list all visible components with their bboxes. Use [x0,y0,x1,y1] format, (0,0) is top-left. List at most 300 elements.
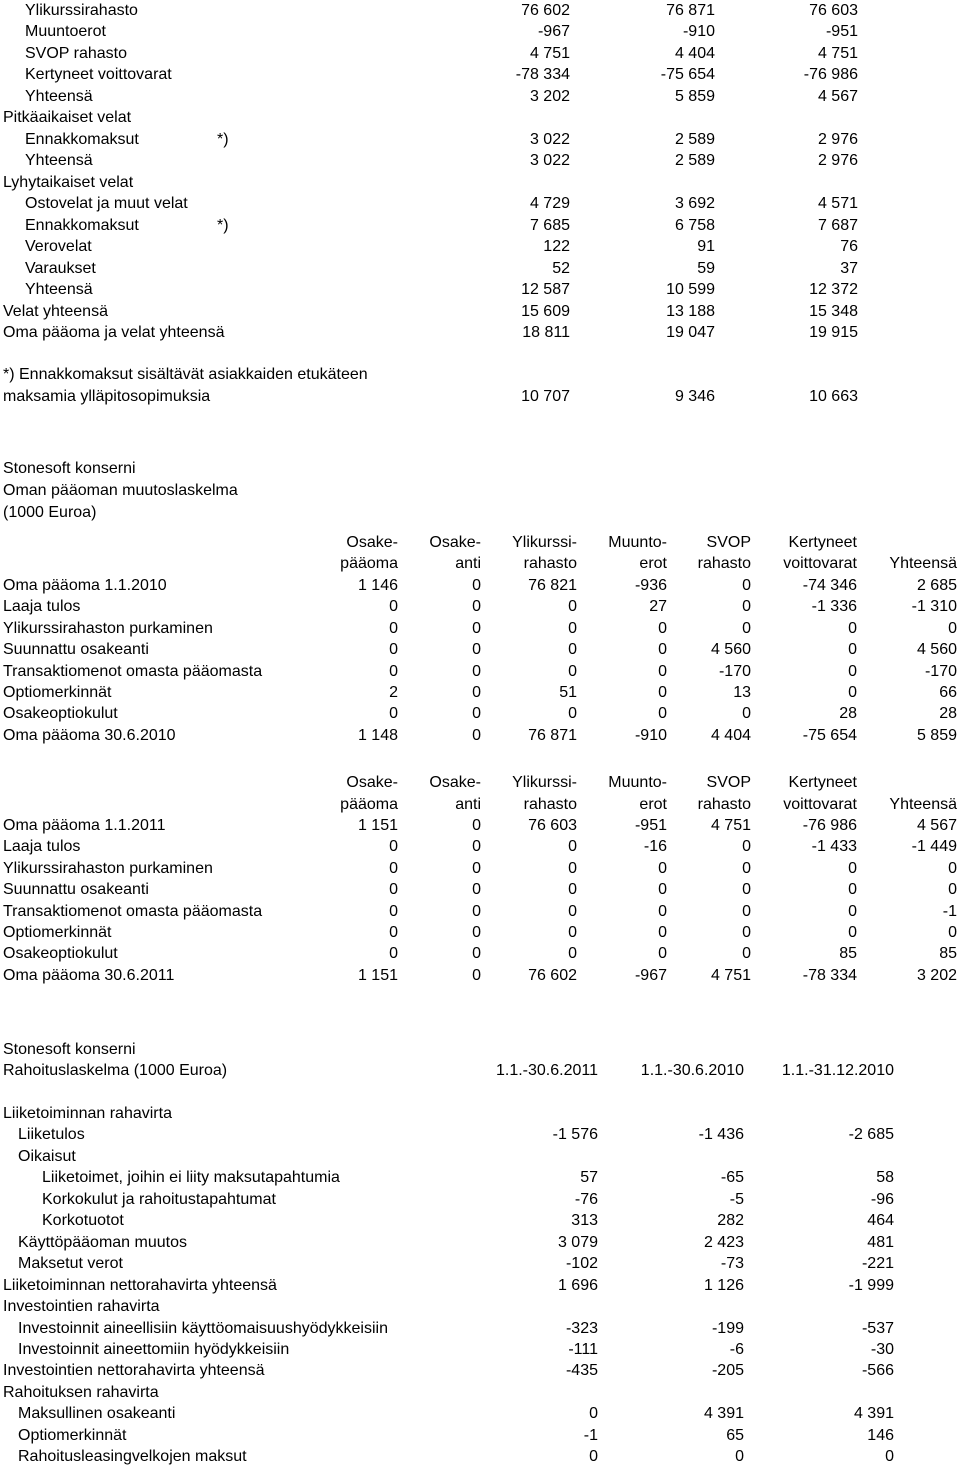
row-value: -951 [825,23,858,40]
row-label: Suunnattu osakeanti [3,881,149,899]
period-header: 1.1.-31.12.2010 [781,1062,894,1079]
row-value: -74 346 [802,577,857,594]
column-header: SVOP [706,534,751,551]
row-value: 0 [568,838,577,856]
column-header: rahasto [697,555,751,572]
row-value: 313 [571,1212,598,1230]
row-value: 19 915 [809,324,858,341]
row-label: Pitkäaikaiset velat [3,109,132,126]
row-label: Käyttöpääoman muutos [18,1233,187,1251]
row-value: -76 [574,1190,598,1208]
row-label: Varaukset [25,260,96,277]
row-value: -951 [634,817,667,834]
row-value: 57 [580,1169,598,1187]
row-value: -1 [942,902,957,920]
row-value: 0 [948,619,957,637]
row-value: 0 [848,619,857,637]
balance-row [0,0,960,22]
row-value: 0 [742,902,751,920]
balance-row [0,21,960,43]
row-value: 27 [649,598,667,616]
row-value: 146 [867,1426,894,1444]
row-value: 0 [742,619,751,637]
row-value: 76 602 [528,966,577,984]
row-value: 464 [867,1212,894,1230]
row-value: 28 [839,705,857,723]
row-label: Yhteensä [25,152,93,169]
row-value: 0 [848,902,857,920]
row-value: 0 [742,859,751,877]
row-value: 0 [568,619,577,637]
equity-row [0,682,960,704]
row-label: Transaktiomenot omasta pääomasta [3,902,263,920]
balance-row [0,193,960,215]
row-value: -170 [718,662,751,680]
row-value: 0 [472,641,481,659]
row-value: 76 602 [521,2,570,19]
row-value: 19 047 [666,324,715,341]
row-value: -111 [568,1340,598,1358]
row-value: 4 567 [916,817,957,834]
row-value: 3 022 [529,152,570,169]
row-value: 1 151 [357,817,398,834]
row-value: 0 [848,881,857,899]
row-value: 0 [568,945,577,963]
row-value: 7 687 [817,217,858,234]
row-value: 0 [389,598,398,616]
column-header: Osake- [429,534,481,551]
unit-label: (1000 Euroa) [3,504,97,521]
footnote-text: maksamia ylläpitosopimuksia [3,388,211,405]
row-value: 0 [389,924,398,941]
row-value: 0 [389,881,398,899]
row-value: 0 [472,577,481,594]
row-value: 1 146 [357,577,398,594]
row-value: -75 654 [802,726,857,744]
row-value: 0 [658,902,667,920]
row-label: Oma pääoma 30.6.2011 [3,966,175,984]
row-value: 76 603 [809,2,858,19]
row-value: -566 [861,1362,894,1380]
section-unit [0,502,960,524]
column-header: voittovarat [783,555,857,572]
footnote-value: 10 663 [809,388,858,405]
row-label: Velat yhteensä [3,303,108,320]
row-value: 0 [658,619,667,637]
equity-header-row [0,532,960,554]
row-value: -16 [643,838,667,856]
row-label: Kertyneet voittovarat [25,66,172,83]
section-title [0,480,960,502]
footnote-value: 9 346 [674,388,715,405]
row-value: 4 404 [674,45,715,62]
row-value: 0 [472,817,481,834]
row-label: Ylikurssirahasto [25,2,138,19]
row-value: -170 [924,662,957,680]
row-value: 0 [848,641,857,659]
row-value: 76 871 [666,2,715,19]
equity-row [0,965,960,987]
footnote-value: 10 707 [521,388,570,405]
row-value: -323 [565,1319,598,1337]
column-header: Kertyneet [788,774,857,791]
period-header: 1.1.-30.6.2010 [640,1062,744,1079]
row-value: -1 [583,1426,598,1444]
column-header: Kertyneet [788,534,857,551]
equity-row [0,596,960,618]
row-value: 0 [472,966,481,984]
cashflow-row [0,1189,960,1211]
row-label: Ylikurssirahaston purkaminen [3,619,213,637]
cashflow-row [0,1210,960,1232]
cashflow-row [0,1403,960,1425]
row-label: Investointien nettorahavirta yhteensä [3,1362,265,1380]
column-header: Yhteensä [889,555,957,572]
row-value: 15 348 [809,303,858,320]
row-value: 3 079 [557,1233,598,1251]
balance-row [0,129,960,151]
row-value: 0 [658,705,667,723]
row-value: 0 [589,1448,598,1466]
row-label: Rahoituksen rahavirta [3,1383,159,1401]
row-value: 0 [848,859,857,877]
balance-row [0,258,960,280]
row-value: -5 [729,1190,744,1208]
row-value: -1 433 [811,838,857,856]
row-label: Rahoitusleasingvelkojen maksut [18,1448,247,1466]
cashflow-row [0,1275,960,1297]
row-value: 0 [389,945,398,963]
row-value: 2 589 [674,131,715,148]
row-value: 28 [939,705,957,723]
row-value: 122 [543,238,570,255]
row-value: 0 [568,902,577,920]
row-value: -1 336 [811,598,857,616]
company-name: Stonesoft konserni [3,460,136,477]
row-value: 15 609 [521,303,570,320]
row-value: 13 188 [666,303,715,320]
row-value: 51 [559,684,577,701]
row-label: Ylikurssirahaston purkaminen [3,859,213,877]
row-value: 0 [742,945,751,963]
balance-row [0,43,960,65]
row-value: 0 [948,859,957,877]
column-header: Yhteensä [889,796,957,813]
row-value: 0 [472,924,481,941]
period-header: 1.1.-30.6.2011 [495,1062,598,1079]
cashflow-row [0,1318,960,1340]
row-label: Oma pääoma 30.6.2010 [3,726,176,744]
balance-row [0,301,960,323]
row-value: 10 599 [666,281,715,298]
row-value: 5 859 [674,88,715,105]
row-label: Liiketoiminnan rahavirta [3,1105,172,1122]
row-value: 76 871 [528,726,577,744]
row-label: Optiomerkinnät [18,1426,127,1444]
cashflow-row [0,1296,960,1318]
column-header: erot [639,555,667,572]
row-value: 0 [472,838,481,856]
row-value: 7 685 [529,217,570,234]
balance-row [0,172,960,194]
statement-title: Rahoituslaskelma (1000 Euroa) [3,1062,228,1079]
row-value: 1 126 [703,1276,744,1294]
row-label: Laaja tulos [3,838,81,856]
row-value: -2 685 [848,1126,894,1144]
row-value: 52 [552,260,570,277]
row-value: -102 [565,1255,598,1273]
row-label: Liiketoiminnan nettorahavirta yhteensä [3,1276,277,1294]
row-value: 0 [742,705,751,723]
row-value: 2 589 [674,152,715,169]
row-label: SVOP rahasto [25,45,127,62]
cashflow-row [0,1382,960,1404]
column-header: anti [455,796,481,813]
equity-row [0,725,960,747]
cashflow-row [0,1339,960,1361]
footnote-text: *) Ennakkomaksut sisältävät asiakkaiden etukäteen [3,366,368,383]
cashflow-row [0,1360,960,1382]
row-label: Oma pääoma 1.1.2011 [3,817,166,834]
column-header: SVOP [706,774,751,791]
row-value: 4 751 [710,817,751,834]
cashflow-row [0,1232,960,1254]
row-label: Muuntoerot [25,23,106,40]
column-header: anti [455,555,481,572]
row-value: -73 [720,1255,744,1273]
row-value: 76 603 [528,817,577,834]
row-value: 0 [948,881,957,899]
row-value: -435 [565,1362,598,1380]
row-label: Ennakkomaksut [25,131,139,148]
row-value: 0 [568,598,577,616]
row-value: -1 576 [552,1126,598,1144]
column-header: Osake- [429,774,481,791]
balance-row [0,215,960,237]
row-value: 5 859 [916,726,957,744]
equity-header-row [0,553,960,575]
row-label: Lyhytaikaiset velat [3,174,134,191]
cashflow-row [0,1124,960,1146]
row-label: Verovelat [25,238,92,255]
row-value: 0 [568,705,577,723]
row-label: Laaja tulos [3,598,81,616]
row-value: 3 692 [674,195,715,212]
row-label: Ennakkomaksut [25,217,139,234]
row-value: -1 999 [848,1276,894,1294]
equity-row [0,922,960,944]
column-header: erot [639,796,667,813]
row-label: Optiomerkinnät [3,924,112,941]
row-value: 3 022 [529,131,570,148]
row-value: -967 [634,966,667,984]
row-label: Yhteensä [25,88,93,105]
row-value: 0 [472,902,481,920]
cashflow-row [0,1103,960,1125]
row-label: Liiketulos [18,1126,85,1144]
row-value: 0 [742,838,751,856]
cashflow-row [0,1446,960,1468]
row-value: -1 449 [911,838,957,856]
row-value: 4 560 [710,641,751,659]
row-value: -78 334 [515,66,570,83]
row-value: 1 151 [357,966,398,984]
balance-row [0,64,960,86]
row-label: Korkokulut ja rahoitustapahtumat [42,1190,276,1208]
row-label: Osakeoptiokulut [3,705,118,723]
row-value: 0 [885,1448,894,1466]
row-value: 3 202 [529,88,570,105]
column-header: pääoma [340,796,398,813]
row-value: -76 986 [803,66,858,83]
column-header: Ylikurssi- [512,774,577,791]
equity-row [0,879,960,901]
equity-row [0,858,960,880]
balance-row [0,279,960,301]
row-value: 0 [389,838,398,856]
row-value: -96 [870,1190,894,1208]
row-value: 91 [697,238,715,255]
row-value: 66 [939,684,957,701]
column-header: Muunto- [608,774,667,791]
row-value: -537 [861,1319,894,1337]
row-value: 4 571 [817,195,858,212]
row-value: 0 [389,902,398,920]
row-value: 0 [472,598,481,616]
row-value: 2 685 [916,577,957,594]
row-value: 12 372 [809,281,858,298]
row-note: *) [217,217,229,234]
row-value: 0 [389,662,398,680]
row-label: Suunnattu osakeanti [3,641,149,659]
row-value: -76 986 [802,817,857,834]
company-name: Stonesoft konserni [3,1041,136,1058]
row-value: 0 [389,619,398,637]
row-value: -221 [861,1255,894,1273]
equity-row [0,575,960,597]
column-header: Ylikurssi- [512,534,577,551]
row-label: Investoinnit aineettomiin hyödykkeisiin [18,1340,290,1358]
row-label: Oma pääoma 1.1.2010 [3,577,167,594]
row-value: -1 310 [911,598,957,616]
equity-row [0,815,960,837]
row-value: 1 148 [357,726,398,744]
row-value: -65 [720,1169,744,1187]
row-value: 0 [472,662,481,680]
row-value: 13 [733,684,751,701]
row-value: 0 [742,924,751,941]
column-header: Osake- [346,534,398,551]
row-value: 18 811 [522,324,570,341]
row-value: 0 [658,662,667,680]
row-label: Osakeoptiokulut [3,945,118,963]
row-value: 4 751 [710,966,751,984]
row-value: 37 [840,260,858,277]
row-value: 0 [658,945,667,963]
equity-row [0,661,960,683]
row-value: 0 [658,881,667,899]
statement-title: Oman pääoman muutoslaskelma [3,482,238,499]
row-value: 4 751 [529,45,570,62]
row-value: 0 [948,924,957,941]
row-label: Optiomerkinnät [3,684,112,701]
row-value: -910 [634,726,667,744]
row-value: -78 334 [802,966,857,984]
row-value: 2 423 [703,1233,744,1251]
row-value: 4 751 [817,45,858,62]
row-label: Investointien rahavirta [3,1298,160,1316]
row-label: Investoinnit aineellisiin käyttöomaisuushyödykkeisiin [18,1319,388,1337]
row-value: 0 [848,924,857,941]
row-value: -967 [537,23,570,40]
balance-row [0,236,960,258]
cashflow-row [0,1253,960,1275]
equity-row [0,703,960,725]
balance-row [0,150,960,172]
column-header: Muunto- [608,534,667,551]
section-company [0,1039,960,1061]
footnote-line [0,386,960,408]
row-value: -936 [634,577,667,594]
row-label: Liiketoimet, joihin ei liity maksutapahtumia [42,1169,340,1187]
column-header: rahasto [523,796,577,813]
column-header: rahasto [697,796,751,813]
equity-row [0,836,960,858]
row-value: 85 [939,945,957,963]
cashflow-row [0,1425,960,1447]
row-value: 0 [472,684,481,701]
column-header: voittovarat [783,796,857,813]
row-value: -75 654 [660,66,715,83]
row-value: 0 [389,641,398,659]
row-value: 76 821 [528,577,577,594]
row-value: 4 391 [703,1405,744,1423]
row-value: 2 [389,684,398,701]
row-value: 65 [726,1426,744,1444]
footnote-line [0,364,960,386]
row-value: 0 [568,924,577,941]
row-value: 0 [568,641,577,659]
column-header: Osake- [346,774,398,791]
row-value: 4 560 [916,641,957,659]
row-value: 3 202 [916,966,957,984]
row-value: 0 [742,598,751,616]
row-label: Transaktiomenot omasta pääomasta [3,662,263,680]
cashflow-row [0,1146,960,1168]
row-label: Korkotuotot [42,1212,124,1230]
row-value: 85 [839,945,857,963]
row-value: 0 [848,662,857,680]
row-value: 0 [472,619,481,637]
row-value: -30 [870,1340,894,1358]
row-value: 0 [472,705,481,723]
equity-row [0,639,960,661]
row-value: 0 [658,684,667,701]
row-value: 282 [717,1212,744,1230]
row-value: 0 [389,859,398,877]
row-value: 0 [472,881,481,899]
row-value: -199 [711,1319,744,1337]
row-label: Oikaisut [18,1147,76,1165]
row-value: -205 [711,1362,744,1380]
row-value: 0 [658,641,667,659]
balance-row [0,322,960,344]
equity-row [0,618,960,640]
row-value: 12 587 [521,281,570,298]
row-value: 0 [472,726,481,744]
row-value: 0 [568,662,577,680]
column-header: pääoma [340,555,398,572]
